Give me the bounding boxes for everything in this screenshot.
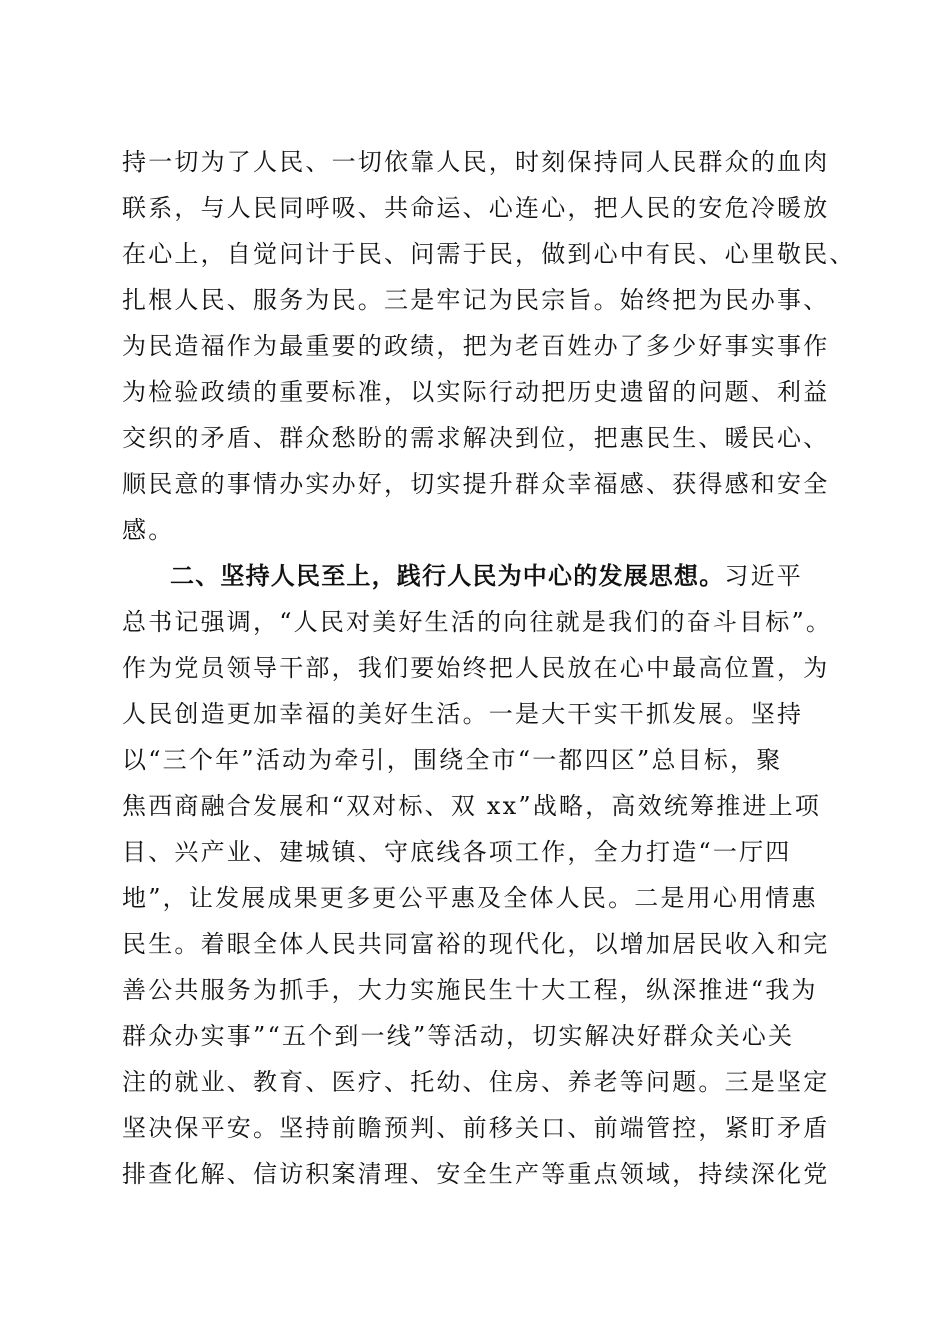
body-text-line: 目、兴产业、建城镇、守底线各项工作，全力打造“一厅四 bbox=[122, 838, 792, 866]
body-text-line: 以“三个年”活动为牵引，围绕全市“一都四区”总目标，聚 bbox=[122, 746, 783, 774]
body-text-line: 人民创造更加幸福的美好生活。一是大干实干抓发展。坚持 bbox=[122, 700, 804, 728]
heading-continuation: 习近平 bbox=[724, 562, 804, 590]
body-text-line: 为检验政绩的重要标准，以实际行动把历史遗留的问题、利益 bbox=[122, 378, 830, 406]
body-text-line: 交织的矛盾、群众愁盼的需求解决到位，把惠民生、暖民心、 bbox=[122, 424, 830, 452]
body-text-line: 感。 bbox=[122, 516, 175, 544]
body-text-line: 注的就业、教育、医疗、托幼、住房、养老等问题。三是坚定 bbox=[122, 1068, 830, 1096]
body-text-line: 总书记强调，“人民对美好生活的向往就是我们的奋斗目标”。 bbox=[122, 608, 833, 636]
body-text-line: 善公共服务为抓手，大力实施民生十大工程，纵深推进“我为 bbox=[122, 976, 818, 1004]
body-text-line: 在心上，自觉问计于民、问需于民，做到心中有民、心里敬民、 bbox=[122, 240, 856, 268]
section-heading: 二、坚持人民至上，践行人民为中心的发展思想。 bbox=[170, 561, 725, 590]
body-text-line: 扎根人民、服务为民。三是牢记为民宗旨。始终把为民办事、 bbox=[122, 286, 830, 314]
body-text-line: 排查化解、信访积案清理、安全生产等重点领域，持续深化党 bbox=[122, 1160, 830, 1188]
body-text-line: 顺民意的事情办实办好，切实提升群众幸福感、获得感和安全 bbox=[122, 470, 830, 498]
body-text-line: 群众办实事”“五个到一线”等活动，切实解决好群众关心关 bbox=[122, 1022, 795, 1050]
body-text-line: 联系，与人民同呼吸、共命运、心连心，把人民的安危冷暖放 bbox=[122, 194, 830, 222]
body-text-line: 地”，让发展成果更多更公平惠及全体人民。二是用心用情惠 bbox=[122, 884, 818, 912]
section-heading-line bbox=[170, 559, 900, 593]
body-text-line: 持一切为了人民、一切依靠人民，时刻保持同人民群众的血肉 bbox=[122, 148, 830, 176]
body-text-line: 为民造福作为最重要的政绩，把为老百姓办了多少好事实事作 bbox=[122, 332, 830, 360]
body-text-line: 焦西商融合发展和“双对标、双 xx”战略，高效统筹推进上项 bbox=[122, 792, 822, 820]
body-text-line: 民生。着眼全体人民共同富裕的现代化，以增加居民收入和完 bbox=[122, 930, 830, 958]
body-text-line: 坚决保平安。坚持前瞻预判、前移关口、前端管控，紧盯矛盾 bbox=[122, 1114, 830, 1142]
body-text-line: 作为党员领导干部，我们要始终把人民放在心中最高位置，为 bbox=[122, 654, 830, 682]
